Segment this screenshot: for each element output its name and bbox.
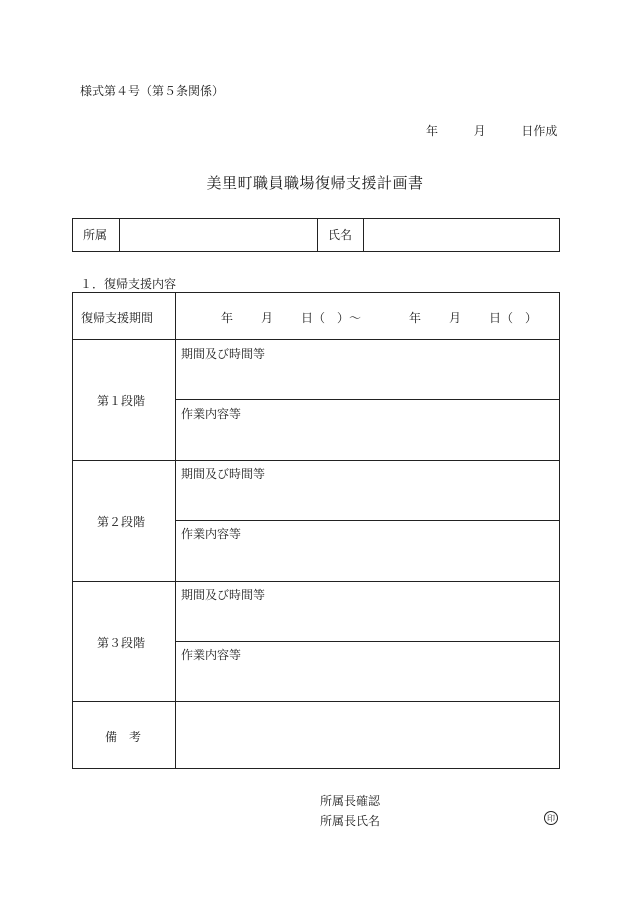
stage-3-label: 第３段階 — [97, 636, 146, 650]
stage-3-work-label: 作業内容等 — [181, 648, 242, 662]
stage-2-label: 第２段階 — [97, 515, 146, 529]
supervisor-name-label: 所属長氏名 — [320, 814, 381, 828]
support-plan-table — [72, 292, 560, 769]
name-field[interactable] — [364, 219, 559, 251]
stage-1-time-label: 期間及び時間等 — [181, 347, 266, 361]
date-day: 日作成 — [521, 124, 558, 138]
date-year: 年 — [426, 124, 439, 138]
period-from-year: 年 — [221, 311, 234, 325]
date-month: 月 — [473, 124, 486, 138]
seal-mark: 印 — [544, 811, 558, 825]
name-label: 氏名 — [328, 228, 353, 242]
stage-1-work-label: 作業内容等 — [181, 407, 242, 421]
period-to-year: 年 — [409, 311, 422, 325]
stage-2-work-label: 作業内容等 — [181, 527, 242, 541]
affiliation-field[interactable] — [120, 219, 316, 251]
supervisor-confirm-label: 所属長確認 — [320, 794, 381, 808]
stage-1-label: 第１段階 — [97, 394, 146, 408]
stage-3-time-label: 期間及び時間等 — [181, 588, 266, 602]
period-from-day: 日（ ）〜 — [301, 311, 362, 325]
remarks-label: 備 考 — [105, 730, 142, 744]
period-to-day: 日（ ） — [489, 311, 538, 325]
stage-2-time-label: 期間及び時間等 — [181, 467, 266, 481]
creation-date — [426, 122, 557, 139]
section-heading: １．復帰支援内容 — [80, 277, 177, 291]
affiliation-label: 所属 — [83, 228, 108, 242]
period-from-month: 月 — [261, 311, 274, 325]
document-title: 美里町職員職場復帰支援計画書 — [206, 174, 424, 192]
affiliation-name-box — [72, 218, 560, 252]
period-label: 復帰支援期間 — [81, 311, 154, 325]
form-number: 様式第４号（第５条関係） — [80, 84, 225, 98]
period-to-month: 月 — [449, 311, 462, 325]
